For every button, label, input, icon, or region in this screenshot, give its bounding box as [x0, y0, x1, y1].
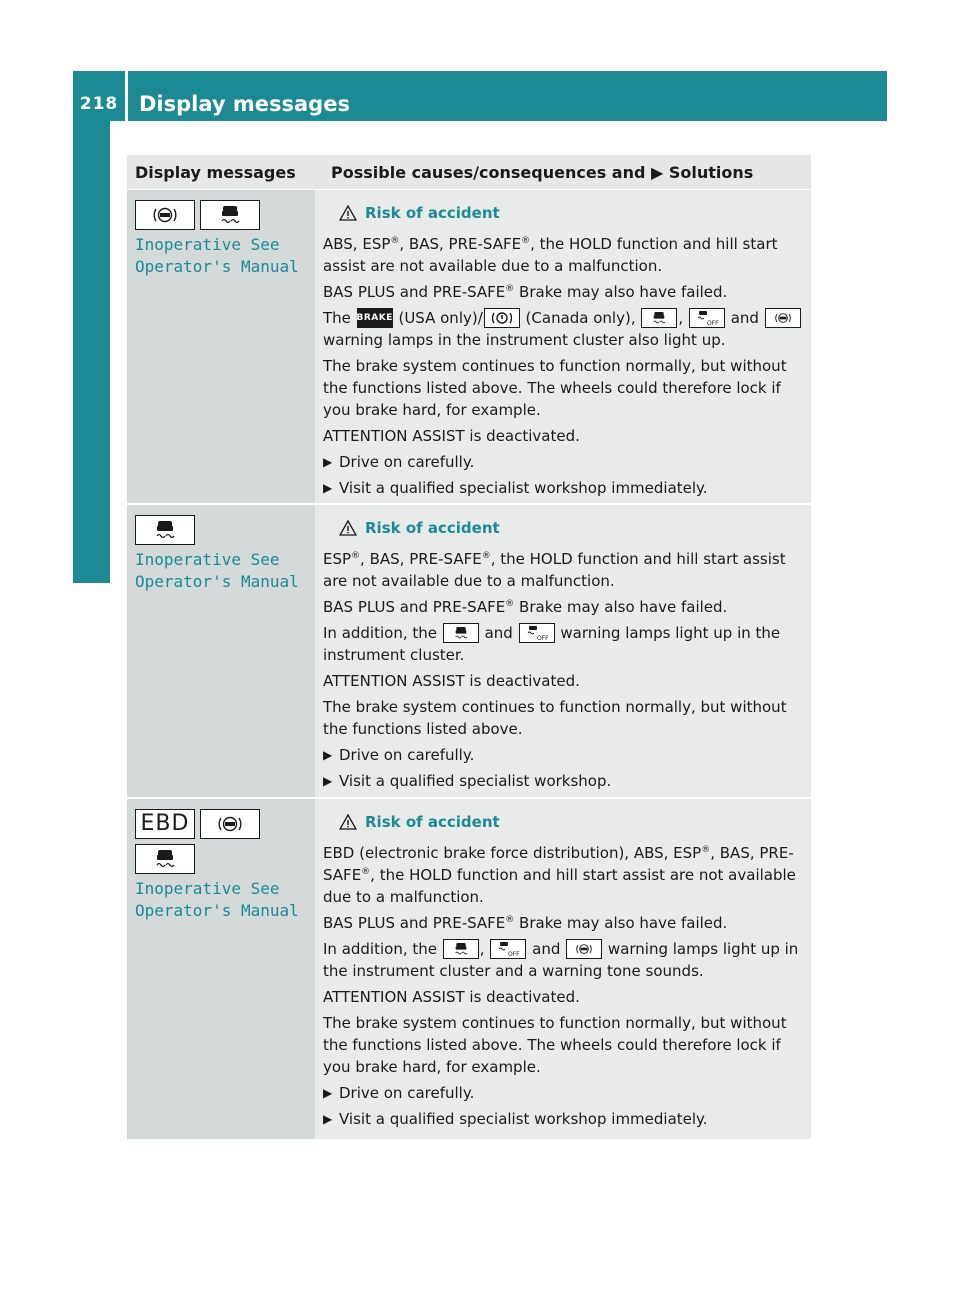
bullet-arrow-icon: ▶ — [323, 1112, 333, 1126]
list-item: ▶ Visit a qualified specialist workshop. — [323, 772, 612, 790]
message-line-2: Operator's Manual — [135, 257, 299, 276]
message-cell — [127, 799, 315, 1139]
svg-text:OFF: OFF — [508, 950, 520, 957]
bullet-arrow-icon: ▶ — [323, 1086, 333, 1100]
esp-warning-icon — [200, 200, 260, 230]
esp-lamp-icon — [443, 623, 479, 643]
esp-lamp-icon — [641, 308, 677, 328]
risk-warning: Risk of accident — [339, 811, 811, 833]
esp-lamp-icon — [443, 939, 479, 959]
abs-warning-icon — [200, 809, 260, 839]
solution-cell: Risk of accident ESP®, BAS, PRE-SAFE®, the HOLD function and hill start assist are not available due to a malfunction. BAS PLUS and PRE-SAFE® Brake may also have failed. In addition, the and OFF warning lamps light up in the instrument cluster. ATTENTION ASSIST is deactivated. The brake system continues to function normally, but without the functions listed above. ▶ Drive on carefully. ▶ Visit a qualified specialist workshop. — [315, 505, 811, 797]
page-number: 218 — [79, 94, 119, 114]
esp-off-lamp-icon — [519, 623, 555, 643]
warning-triangle-icon — [339, 520, 357, 536]
esp-warning-icon — [135, 515, 195, 545]
list-item: ▶ Drive on carefully. — [323, 746, 475, 764]
list-item: ▶ Drive on carefully. — [323, 1084, 475, 1102]
ebd-warning-icon: EBD — [135, 809, 195, 839]
solution-cell: Risk of accident ABS, ESP®, BAS, PRE-SAFE®, the HOLD function and hill start assist are not available due to a malfunction. BAS PLUS and PRE-SAFE® Brake may also have failed. The BRAKE (USA only)/ (Canada only), , OFF and warning lamps in the instrument cluster also light up. The brake system continues to function normally, but without the functions listed above. The wheels could therefore lock if you brake hard, for example. ATTENTION ASSIST is deactivated. ▶ Drive on carefully. ▶ Visit a qualified specialist workshop immediately. — [315, 190, 811, 503]
esp-off-lamp-icon — [490, 939, 526, 959]
table-row — [127, 505, 811, 799]
list-item: ▶ Visit a qualified specialist workshop immediately. — [323, 479, 708, 497]
col-header-messages: Display messages — [135, 163, 296, 182]
bullet-arrow-icon: ▶ — [323, 455, 333, 469]
side-tab-label: On-board computer and displays — [80, 158, 104, 546]
message-cell — [127, 505, 315, 797]
abs-lamp-icon — [566, 939, 602, 959]
page-title: Display messages — [139, 92, 350, 116]
warning-triangle-icon — [339, 205, 357, 221]
table-row — [127, 799, 811, 1139]
warning-triangle-icon — [339, 814, 357, 830]
message-cell — [127, 190, 315, 503]
message-line-1: Inoperative See — [135, 235, 280, 254]
table-header — [127, 155, 811, 190]
risk-warning: Risk of accident — [339, 202, 811, 224]
abs-warning-icon — [135, 200, 195, 230]
message-line-1: Inoperative See — [135, 550, 280, 569]
bullet-arrow-icon: ▶ — [323, 748, 333, 762]
esp-warning-icon — [135, 844, 195, 874]
list-item: ▶ Drive on carefully. — [323, 453, 475, 471]
table-row — [127, 190, 811, 505]
arrow-right-icon: ▶ — [651, 163, 664, 182]
display-messages-table — [127, 155, 811, 1139]
abs-lamp-icon — [765, 308, 801, 328]
svg-text:OFF: OFF — [706, 319, 719, 326]
brake-lamp-icon: BRAKE — [357, 308, 393, 328]
bullet-arrow-icon: ▶ — [323, 774, 333, 788]
svg-text:OFF: OFF — [536, 634, 549, 641]
list-item: ▶ Visit a qualified specialist workshop immediately. — [323, 1110, 708, 1128]
message-line-1: Inoperative See — [135, 879, 280, 898]
risk-warning: Risk of accident — [339, 517, 811, 539]
brake-system-icon — [484, 308, 520, 328]
bullet-arrow-icon: ▶ — [323, 481, 333, 495]
message-line-2: Operator's Manual — [135, 572, 299, 591]
header-divider — [125, 71, 128, 121]
col-header-causes: Possible causes/consequences and ▶ Solutions — [331, 163, 754, 182]
solution-cell: Risk of accident EBD (electronic brake force distribution), ABS, ESP®, BAS, PRE-SAFE®, the HOLD function and hill start assist are not available due to a malfunction. BAS PLUS and PRE-SAFE® Brake may also have failed. In addition, the , OFF and warning lamps light up in the instrument cluster and a warning tone sounds. ATTENTION ASSIST is deactivated. The brake system continues to function normally, but without the functions listed above. The wheels could therefore lock if you brake hard, for example. ▶ Drive on carefully. ▶ Visit a qualified specialist workshop immediately. — [315, 799, 811, 1139]
message-line-2: Operator's Manual — [135, 901, 299, 920]
esp-off-lamp-icon — [689, 308, 725, 328]
